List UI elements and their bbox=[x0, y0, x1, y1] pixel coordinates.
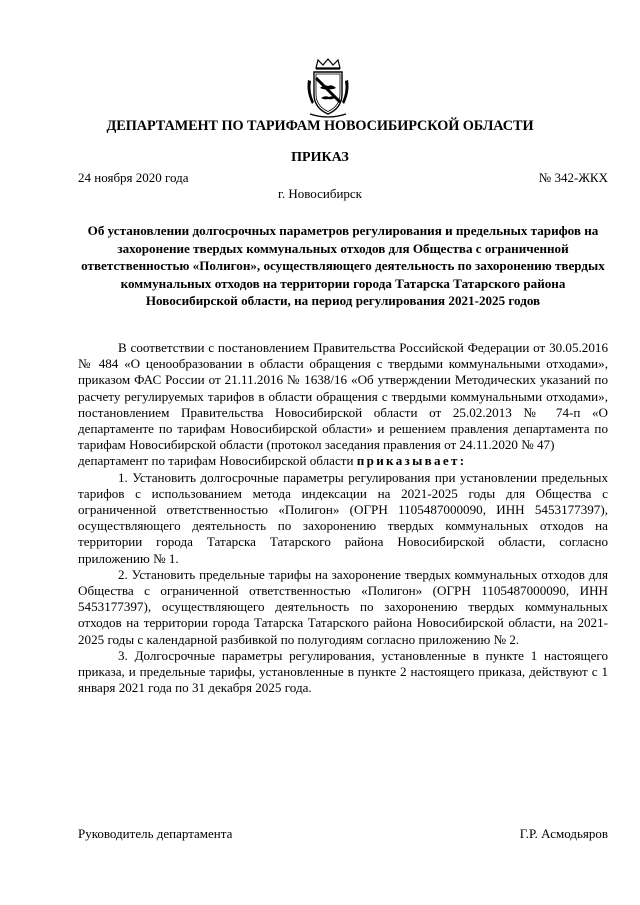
order-date: 24 ноября 2020 года bbox=[78, 170, 189, 185]
order-item-2: 2. Установить предельные тарифы на захоронение твердых коммунальных отходов для Общества с ограниченной ответственностью «Полигон» (ОГРН 1105487000090, ИНН 5453177397), осуществляющего деятельность по захоронению твердых коммунальных отходов на территории города Татарска Татарского района Новосибирской области, на 2021-2025 годы с календарной разбивкой по полугодиям согласно приложению № 2. bbox=[78, 566, 608, 647]
order-body bbox=[78, 340, 608, 696]
department-name: ДЕПАРТАМЕНТ ПО ТАРИФАМ НОВОСИБИРСКОЙ ОБЛАСТИ bbox=[106, 118, 534, 134]
coat-of-arms-icon bbox=[304, 58, 352, 118]
decree-word: приказывает: bbox=[356, 453, 467, 469]
order-number: № 342-ЖКХ bbox=[538, 170, 608, 185]
decree-intro: департамент по тарифам Новосибирской области bbox=[78, 453, 354, 469]
order-item-1: 1. Установить долгосрочные параметры регулирования при установлении предельных тарифов с использованием метода индексации на 2021-2025 годы для Общества с ограниченной ответственностью «Полигон» (ОГРН 1105487000090, ИНН 5453177397), осуществляющего деятельность по захоронению твердых коммунальных отходов на территории города Татарска Татарского района Новосибирской области, согласно приложению № 1. bbox=[78, 469, 608, 566]
signature-title: Руководитель департамента bbox=[78, 826, 233, 841]
order-city: г. Новосибирск bbox=[277, 186, 362, 201]
signature-name: Г.Р. Асмодьяров bbox=[519, 826, 608, 841]
preamble-paragraph: В соответствии с постановлением Правительства Российской Федерации от 30.05.2016 № 484 «О ценообразовании в области обращения с твердыми коммунальными отходами», приказом ФАС России от 21.11.2016 № 1638/16 «Об утверждении Методических указаний по расчету регулируемых тарифов в области обращения с твердыми коммунальными отходами», постановлением Правительства Новосибирской области от 25.02.2013 № 74-п «О департаменте по тарифам Новосибирской области» и решением правления департамента по тарифам Новосибирской области (протокол заседания правления от 24.11.2020 № 47) bbox=[78, 340, 608, 453]
order-heading: Об установлении долгосрочных параметров регулирования и предельных тарифов на захоронение твердых коммунальных отходов для Общества с ограниченной ответственностью «Полигон», осуществляющего деятельность по захоронению твердых коммунальных отходов на территории города Татарска Татарского района Новосибирской области, на период регулирования 2021-2025 годов bbox=[81, 223, 605, 308]
decree-line bbox=[78, 453, 608, 469]
order-title: ПРИКАЗ bbox=[291, 150, 349, 165]
order-item-3: 3. Долгосрочные параметры регулирования, установленные в пункте 1 настоящего приказа, и предельные тарифы, установленные в пункте 2 настоящего приказа, действуют с 1 января 2021 года по 31 декабря 2025 года. bbox=[78, 647, 608, 696]
